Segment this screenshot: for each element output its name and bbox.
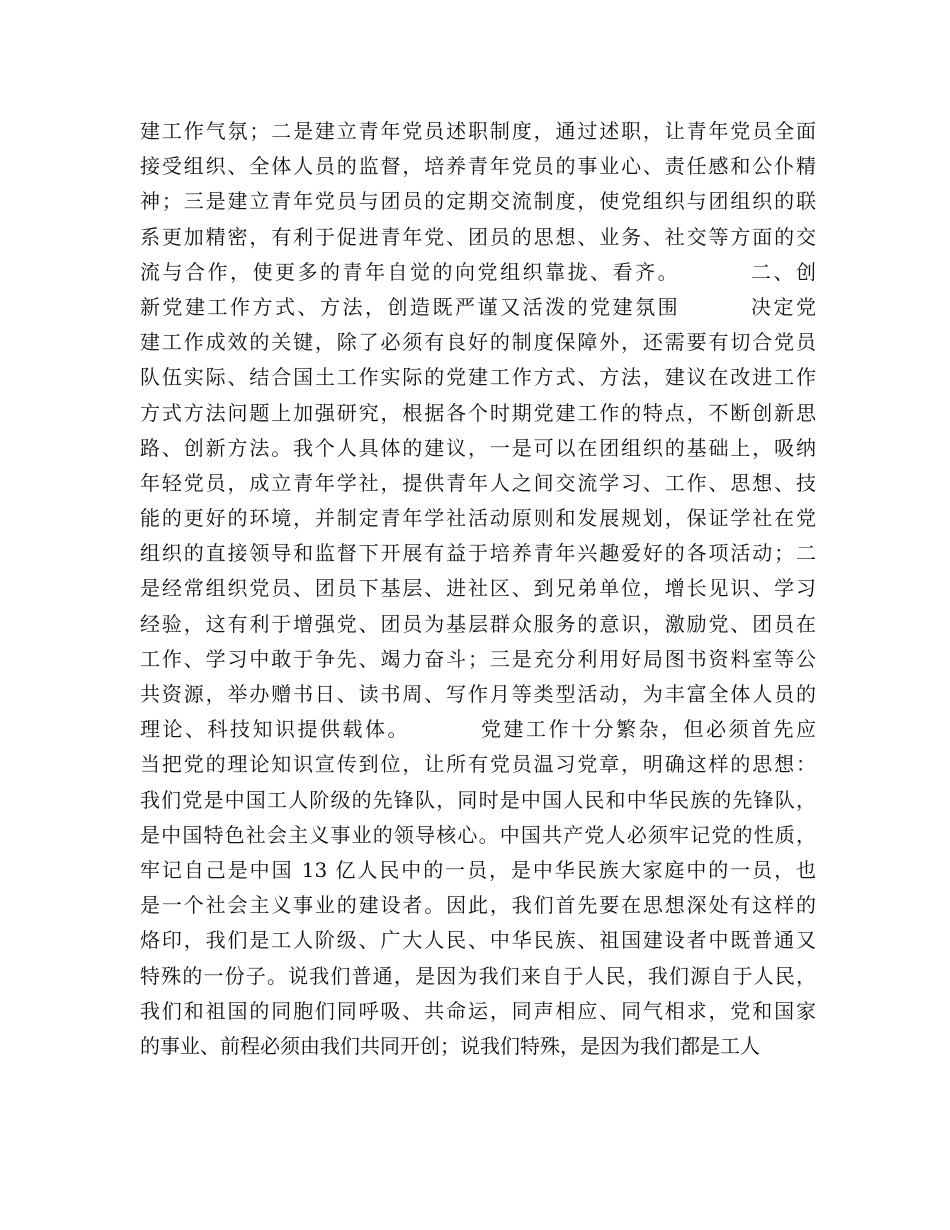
text-line: 组织的直接领导和监督下开展有益于培养青年兴趣爱好的各项活动；二	[140, 541, 816, 566]
text-line: 队伍实际、结合国土工作实际的党建工作方式、方法，建议在改进工作	[140, 365, 816, 390]
text-line: 能的更好的环境，并制定青年学社活动原则和发展规划，保证学社在党	[140, 506, 816, 531]
text-line: 方式方法问题上加强研究，根据各个时期党建工作的特点，不断创新思	[140, 400, 816, 425]
text-line: 神；三是建立青年党员与团员的定期交流制度，使党组织与团组织的联	[140, 189, 816, 214]
text-line: 是中国特色社会主义事业的领导核心。中国共产党人必须牢记党的性质，	[140, 822, 816, 847]
text-line: 新党建工作方式、方法，创造既严谨又活泼的党建氛围 决定党	[140, 294, 816, 319]
text-line: 的事业、前程必须由我们共同开创；说我们特殊，是因为我们都是工人	[140, 1033, 760, 1058]
text-line: 建工作成效的关键，除了必须有良好的制度保障外，还需要有切合党员	[140, 330, 816, 355]
text-line: 年轻党员，成立青年学社，提供青年人之间交流学习、工作、思想、技	[140, 470, 816, 495]
text-line: 烙印，我们是工人阶级、广大人民、中华民族、祖国建设者中既普通又	[140, 928, 816, 953]
text-line: 特殊的一份子。说我们普通，是因为我们来自于人民，我们源自于人民，	[140, 963, 816, 988]
text-line: 共资源，举办赠书日、读书周、写作月等类型活动，为丰富全体人员的	[140, 682, 816, 706]
text-line: 系更加精密，有利于促进青年党、团员的思想、业务、社交等方面的交	[140, 224, 816, 249]
text-line: 我们和祖国的同胞们同呼吸、共命运，同声相应、同气相求，党和国家	[140, 998, 816, 1023]
text-line: 是一个社会主义事业的建设者。因此，我们首先要在思想深处有这样的	[140, 893, 816, 918]
text-line: 理论、科技知识提供载体。 党建工作十分繁杂，但必须首先应	[140, 717, 816, 742]
text-line: 我们党是中国工人阶级的先锋队，同时是中国人民和中华民族的先锋队，	[140, 787, 816, 812]
text-line: 当把党的理论知识宣传到位，让所有党员温习党章，明确这样的思想：	[140, 752, 816, 777]
text-line: 经验，这有利于增强党、团员为基层群众服务的意识，激励党、团员在	[140, 611, 816, 636]
text-line: 是经常组织党员、团员下基层、进社区、到兄弟单位，增长见识、学习	[140, 576, 816, 601]
text-line: 工作、学习中敢于争先、竭力奋斗；三是充分利用好局图书资料室等公	[140, 646, 816, 671]
text-line: 流与合作，使更多的青年自觉的向党组织靠拢、看齐。 二、创	[140, 259, 816, 284]
text-line: 接受组织、全体人员的监督，培养青年党员的事业心、责任感和公仆精	[140, 154, 816, 179]
body-text	[140, 114, 816, 1064]
text-line: 牢记自己是中国 13 亿人民中的一员，是中华民族大家庭中的一员，也	[140, 857, 816, 882]
text-line: 路、创新方法。我个人具体的建议，一是可以在团组织的基础上，吸纳	[140, 435, 816, 460]
text-line: 建工作气氛；二是建立青年党员述职制度，通过述职，让青年党员全面	[140, 119, 816, 143]
